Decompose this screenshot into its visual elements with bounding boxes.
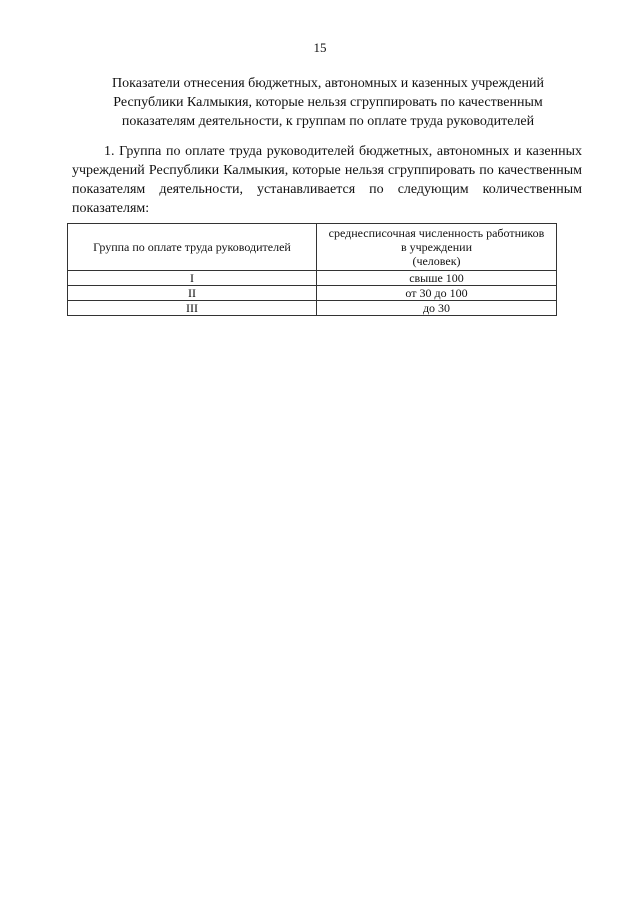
row-headcount-cell: до 30: [317, 301, 557, 316]
row-headcount-cell: от 30 до 100: [317, 286, 557, 301]
row-headcount-cell: свыше 100: [317, 271, 557, 286]
row-group-cell: II: [68, 286, 317, 301]
row-group-cell: III: [68, 301, 317, 316]
paragraph-clause-1: 1. Группа по оплате труда руководителей бюджетных, автономных и казенных учреждений Республики Калмыкия, которые нельзя сгруппировать по качественным показателям деятельности, устанавливается по следующим количественным показателям:: [72, 144, 582, 216]
header-headcount-line-1: среднесписочная численность работников: [328, 226, 545, 240]
heading-line-3: показателям деятельности, к группам по оплате труда руководителей: [121, 114, 535, 129]
heading-line-1: Показатели отнесения бюджетных, автономных и казенных учреждений: [112, 76, 544, 91]
row-group-cell: I: [68, 271, 317, 286]
header-pay-group: Группа по оплате труда руководителей: [68, 224, 317, 271]
page-number: 15: [313, 40, 327, 55]
table-header-row: [68, 224, 557, 271]
heading-line-2: Республики Калмыкия, которые нельзя сгруппировать по качественным: [113, 95, 543, 110]
document-heading: [72, 74, 584, 131]
table-row: [68, 271, 557, 286]
header-headcount-line-2: в учреждении: [400, 240, 472, 254]
header-headcount: [317, 224, 557, 271]
table-row: [68, 286, 557, 301]
table-row: [68, 301, 557, 316]
header-headcount-line-3: (человек): [412, 254, 461, 268]
pay-groups-table: [67, 223, 557, 316]
